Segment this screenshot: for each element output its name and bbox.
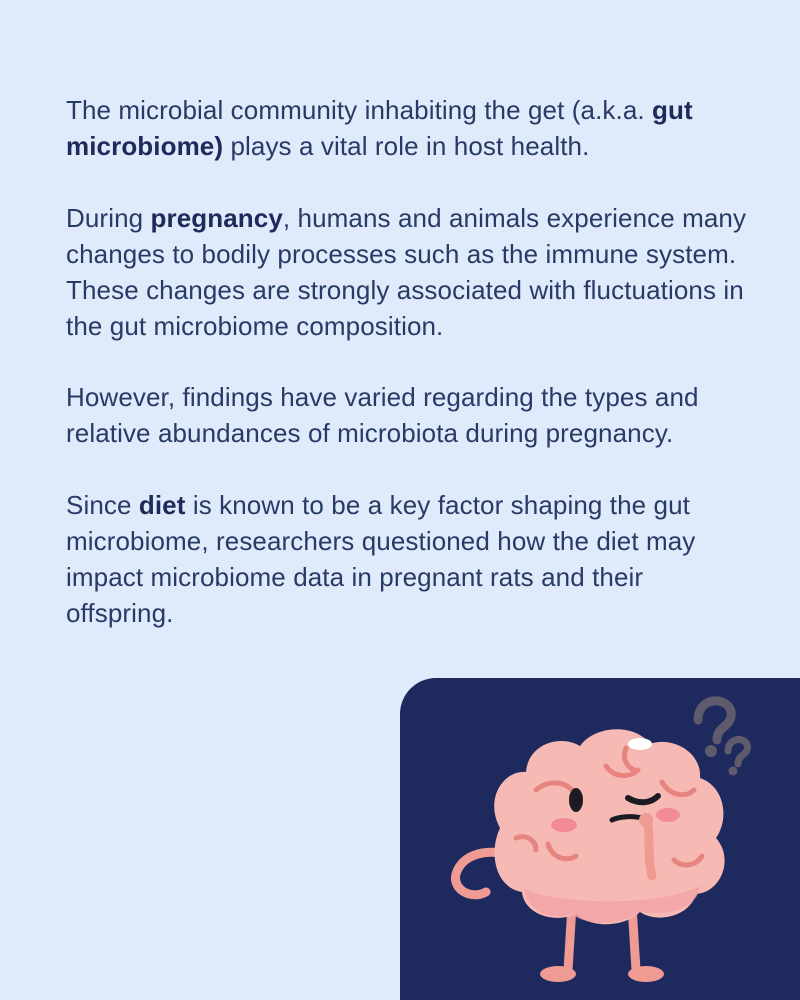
confused-brain-icon <box>400 678 800 1000</box>
text-segment: The microbial community inhabiting the get (a.k.a. <box>66 95 653 125</box>
brain-body <box>494 729 724 924</box>
question-marks-icon <box>698 701 748 776</box>
paragraph-pregnancy <box>66 200 756 344</box>
paragraph-intro <box>66 92 756 164</box>
illustration-card <box>400 678 800 1000</box>
highlight-term: pregnancy <box>150 202 283 233</box>
highlight-term: gut microbiome) <box>66 95 693 161</box>
text-segment: During <box>66 202 151 233</box>
text-segment: Since <box>66 489 139 520</box>
text-segment: , humans and animals experience many changes to bodily processes such as the immune system. These changes are strongly associated with fluctuations in the gut microbiome composition. <box>66 202 747 341</box>
text-segment: is known to be a key factor shaping the gut microbiome, researchers questioned how the diet may impact microbiome data in pregnant rats and their offspring. <box>66 489 696 628</box>
paragraph-findings <box>66 379 756 451</box>
text-segment: However, findings have varied regarding the types and relative abundances of microbiota during pregnancy. <box>66 382 699 448</box>
text-segment: plays a vital role in host health. <box>223 131 590 161</box>
article-body <box>66 92 756 666</box>
highlight-term: diet <box>138 489 186 520</box>
paragraph-diet <box>66 487 756 631</box>
